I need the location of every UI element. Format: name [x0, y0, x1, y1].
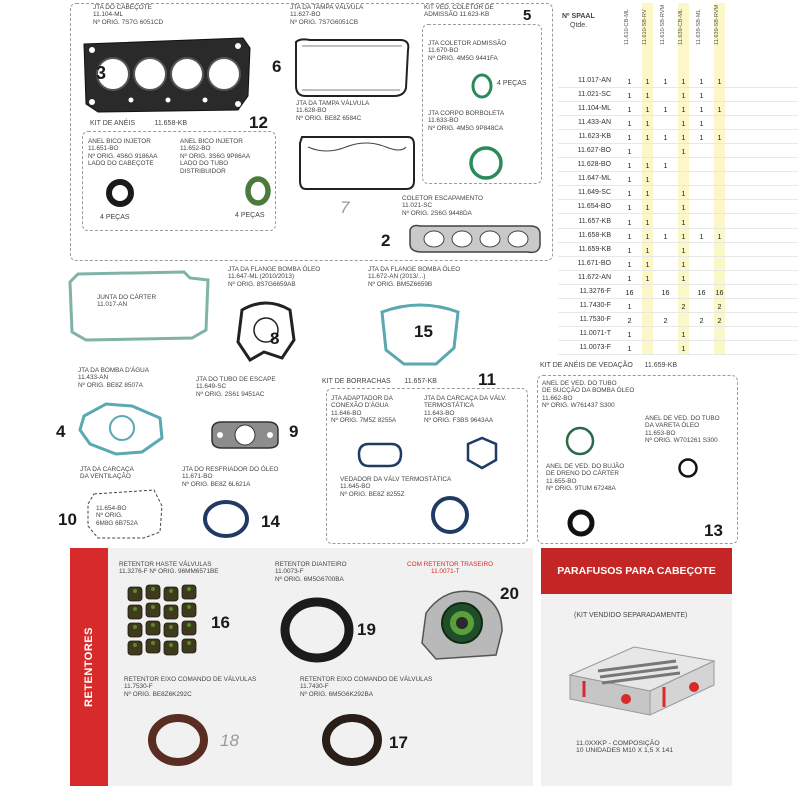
coletor-admissao-image	[470, 72, 494, 100]
resfriador-image	[200, 497, 252, 541]
parafusos-title: PARAFUSOS PARA CABEÇOTE	[541, 548, 732, 594]
table-cell: 1	[717, 133, 722, 143]
table-cell: 1	[681, 147, 686, 157]
table-cell: 1	[717, 105, 722, 115]
vedador-valv-image	[428, 493, 472, 537]
ret-haste-number: 16	[211, 613, 230, 632]
cabecote-label: JTA DO CABEÇOTE 11.104-ML Nº ORIG. 7S7G 6051CD	[93, 4, 164, 26]
table-column-header: 11.639-CB-ML	[678, 9, 684, 45]
ret-eixo2-image	[320, 712, 384, 768]
bomba-agua-number: 4	[56, 422, 66, 441]
carcaca-ventilacao-number: 10	[58, 510, 77, 529]
resfriador-number: 14	[261, 512, 280, 531]
table-row-code: 11.104-ML	[578, 105, 611, 113]
table-row-code: 11.654-BO	[577, 203, 611, 211]
table-cell: 1	[645, 133, 650, 143]
table-cell: 1	[627, 161, 632, 171]
table-cell: 16	[661, 287, 670, 297]
table-cell: 1	[699, 133, 704, 143]
table-row-code: 11.628-BO	[577, 161, 611, 169]
table-cell: 1	[627, 259, 632, 269]
retentores-side-label: RETENTORES	[83, 627, 96, 707]
table-cell: 1	[645, 91, 650, 101]
anel-bujao-label: ANEL DE VED. DO BUJÃO DE DRENO DO CÁRTER 11.655-BO Nº ORIG. 9TUM 67248A	[546, 463, 625, 493]
tampa1-label: JTA DA TAMPA VÁLVULA 11.627-BO Nº ORIG. 7S7G6051CB	[290, 4, 364, 26]
table-cell: 1	[627, 203, 632, 213]
table-cell: 1	[645, 203, 650, 213]
table-row-divider	[558, 284, 798, 285]
table-cell: 1	[663, 105, 668, 115]
ret-traseiro-image	[416, 583, 508, 663]
tampa1-number: 6	[272, 57, 282, 76]
tampa2-gasket-image	[296, 133, 418, 193]
ret-dianteiro-label: RETENTOR DIANTEIRO 11.0073-F Nº ORIG. 6M5G6700BA	[275, 561, 347, 583]
kit-aneis-label: KIT DE ANÉIS 11.658-KB	[90, 120, 188, 127]
table-row-code: 11.672-AN	[578, 273, 611, 281]
bomba-agua-image	[76, 398, 168, 460]
table-row-divider	[558, 312, 798, 313]
parafusos-note: (KIT VENDIDO SEPARADAMENTE)	[574, 612, 688, 619]
table-cell: 1	[627, 91, 632, 101]
table-row-divider	[558, 115, 798, 116]
table-row-code: 11.0071-T	[579, 329, 611, 337]
table-cell: 1	[663, 161, 668, 171]
anel-injetor1-pecas: 4 PEÇAS	[100, 214, 130, 221]
table-row-code: 11.3276-F	[579, 287, 611, 295]
table-cell: 1	[627, 245, 632, 255]
table-cell: 2	[663, 315, 668, 325]
table-cell: 2	[717, 301, 722, 311]
table-row-divider	[558, 298, 798, 299]
coletor-escape-number: 2	[381, 231, 391, 250]
table-row-divider	[558, 354, 798, 355]
flange2-label: JTA DA FLANGE BOMBA ÓLEO 11.672-AN (2013/...) Nº ORIG. BM5Z6659B	[368, 266, 461, 288]
table-cell: 1	[627, 147, 632, 157]
table-row-code: 11.657-KB	[578, 217, 611, 225]
table-cell: 1	[663, 231, 668, 241]
table-cell: 1	[681, 217, 686, 227]
table-cell: 1	[645, 161, 650, 171]
table-column-header: 11.639-SB-ML	[696, 9, 702, 45]
table-row-code: 11.7430-F	[579, 301, 611, 309]
ret-eixo1-image	[146, 712, 210, 768]
carcaca-valv-label: JTA DA CARCAÇA DA VÁLV. TERMOSTÁTICA 11.643-BO Nº ORIG. F3BS 9643AA	[424, 395, 507, 425]
flange2-number: 15	[414, 322, 433, 341]
application-table	[558, 3, 798, 355]
anel-bujao-image	[564, 506, 598, 540]
table-cell: 1	[699, 231, 704, 241]
table-row-code: 11.647-ML	[578, 175, 611, 183]
table-row-code: 11.433-AN	[578, 119, 611, 127]
table-cell: 1	[681, 273, 686, 283]
table-cell: 2	[699, 315, 704, 325]
anel-injetor2-image	[243, 175, 273, 207]
ret-eixo2-label: RETENTOR EIXO COMANDO DE VÁLVULAS 11.7430-F Nº ORIG. 6M5G6K292BA	[300, 676, 433, 698]
table-cell: 1	[627, 175, 632, 185]
ret-traseiro-number: 20	[500, 584, 519, 603]
table-row-code: 11.649-SC	[578, 189, 611, 197]
ret-eixo1-label: RETENTOR EIXO COMANDO DE VÁLVULAS 11.7530-F Nº ORIG. BE8Z6K292C	[124, 676, 257, 698]
ret-eixo1-number: 18	[220, 731, 239, 750]
anel-injetor1-label: ANEL BICO INJETOR 11.651-BO Nº ORIG. 4S6G 9186AA LADO DO CABEÇOTE	[88, 138, 158, 168]
table-cell: 1	[645, 175, 650, 185]
table-cell: 1	[627, 77, 632, 86]
tubo-escape-label: JTA DO TUBO DE ESCAPE 11.649-SC Nº ORIG. 2S61 9451AC	[196, 376, 276, 398]
tampa2-label: JTA DA TAMPA VÁLVULA 11.628-BO Nº ORIG. BE8Z 6584C	[296, 100, 370, 122]
anel-tubo-succao-label: ANEL DE VED. DO TUBO DE SUCÇÃO DA BOMBA ÓLEO 11.662-BO Nº ORIG. W761437 S300	[542, 380, 635, 410]
kit-aneis-vedacao-label: KIT DE ANÉIS DE VEDAÇÃO 11.659-KB	[540, 362, 678, 369]
table-cell: 1	[627, 133, 632, 143]
table-column-header: 11.639-SB-RVM	[714, 4, 720, 45]
cabecote-number: 3	[96, 63, 107, 83]
adaptador-label: JTA ADAPTADOR DA CONEXÃO D'ÁGUA 11.646-BO Nº ORIG. 7M5Z 8255A	[331, 395, 397, 425]
table-cell: 1	[627, 329, 632, 339]
anel-vareta-label: ANEL DE VED. DO TUBO DA VARETA ÓLEO 11.653-BO Nº ORIG. W701261 S300	[645, 415, 720, 445]
tubo-escape-image	[208, 416, 282, 454]
table-cell: 1	[663, 77, 668, 86]
table-cell: 1	[663, 133, 668, 143]
coletor-escape-image	[406, 222, 544, 256]
table-cell: 1	[627, 343, 632, 353]
table-column-header: 11.610-SB-RVM	[660, 4, 666, 45]
ret-eixo2-number: 17	[389, 733, 408, 752]
ret-dianteiro-number: 19	[357, 620, 376, 639]
table-cell: 16	[625, 287, 634, 297]
table-cell: 1	[627, 217, 632, 227]
table-row-code: 11.659-KB	[578, 245, 611, 253]
table-row-divider	[558, 199, 798, 200]
coletor-escape-label: COLETOR ESCAPAMENTO 11.021-SC Nº ORIG. 2S6G 9448DA	[402, 195, 483, 217]
vedador-valv-label: VEDADOR DA VÁLV TERMOSTÁTICA 11.645-BO Nº ORIG. BE8Z 8255Z	[340, 476, 452, 498]
table-row-code: 11.623-KB	[578, 133, 611, 141]
table-row-code: 11.658-KB	[578, 231, 611, 239]
table-cell: 1	[681, 105, 686, 115]
table-cell: 1	[645, 77, 650, 86]
table-row-divider	[558, 143, 798, 144]
corpo-borboleta-label: JTA CORPO BORBOLETA 11.633-BO Nº ORIG. 4M5G 9P848CA	[428, 110, 505, 132]
table-row-divider	[558, 101, 798, 102]
table-cell: 1	[681, 77, 686, 86]
kit-aneis-vedacao-number: 13	[704, 521, 723, 540]
ret-traseiro-label: COM RETENTOR TRASEIRO 11.0071-T	[407, 561, 494, 576]
table-cell: 1	[681, 119, 686, 129]
carcaca-ventilacao-inner: 11.654-BO Nº ORIG. 6M8G 6B752A	[96, 505, 138, 527]
kit-borrachas-label: KIT DE BORRACHAS 11.657-KB	[322, 378, 437, 385]
table-row-code: 11.017-AN	[578, 77, 611, 84]
carter-label: JUNTA DO CÁRTER 11.017-AN	[97, 294, 157, 309]
ret-haste-image	[124, 583, 206, 661]
coletor-admissao-kit-label: KIT VED. COLETOR DE ADMISSÃO 11.623-KB	[424, 4, 494, 19]
flange1-number: 8	[270, 329, 280, 348]
table-cell: 1	[717, 231, 722, 241]
table-column-header: 11.610-SB-RV	[642, 9, 648, 45]
table-cell: 1	[681, 203, 686, 213]
table-row-code: 11.7530-F	[579, 315, 611, 323]
parafusos-code: 11.0XXKP - COMPOSIÇÃO 10 UNIDADES M10 X 1,5 X 141	[576, 740, 674, 755]
flange1-gasket-image	[234, 300, 298, 364]
ret-dianteiro-image	[280, 597, 354, 663]
anel-vareta-image	[676, 456, 700, 480]
resfriador-label: JTA DO RESFRIADOR DO ÓLEO 11.671-BO Nº ORIG. BE8Z 6L621A	[182, 466, 279, 488]
table-row-divider	[558, 228, 798, 229]
table-row-code: 11.627-BO	[577, 147, 611, 155]
table-row-divider	[558, 213, 798, 214]
table-row-divider	[558, 157, 798, 158]
table-cell: 1	[681, 133, 686, 143]
table-cell: 1	[627, 189, 632, 199]
table-row-divider	[558, 242, 798, 243]
carter-gasket-image	[66, 268, 212, 344]
table-cell: 1	[699, 91, 704, 101]
table-cell: 1	[681, 91, 686, 101]
table-header-title: Nº SPAAL	[562, 13, 595, 20]
coletor-admissao-kit-number: 5	[523, 7, 532, 24]
table-row-code: 11.671-BO	[577, 259, 611, 267]
table-cell: 1	[699, 105, 704, 115]
coletor-admissao-pecas: 4 PEÇAS	[497, 80, 527, 87]
table-cell: 1	[717, 77, 722, 86]
table-cell: 1	[645, 217, 650, 227]
table-cell: 2	[681, 301, 686, 311]
kit-borrachas-number: 11	[478, 370, 496, 389]
bomba-agua-label: JTA DA BOMBA D'ÁGUA 11.433-AN Nº ORIG. BE8Z 8507A	[78, 367, 150, 389]
table-cell: 1	[627, 119, 632, 129]
tampa1-gasket-image	[290, 36, 414, 100]
table-cell: 1	[699, 119, 704, 129]
table-cell: 1	[681, 189, 686, 199]
table-cell: 1	[627, 273, 632, 283]
table-cell: 1	[627, 231, 632, 241]
table-column-header: 11.610-CB-ML	[624, 9, 630, 45]
table-row-divider	[558, 270, 798, 271]
tubo-escape-number: 9	[289, 422, 299, 441]
table-cell: 16	[697, 287, 706, 297]
anel-injetor2-pecas: 4 PEÇAS	[235, 212, 265, 219]
table-cell: 1	[627, 105, 632, 115]
table-cell: 1	[645, 231, 650, 241]
table-row-divider	[558, 171, 798, 172]
table-cell: 2	[717, 315, 722, 325]
table-cell: 1	[645, 189, 650, 199]
carcaca-ventilacao-label: JTA DA CARCAÇA DA VENTILAÇÃO	[80, 466, 134, 481]
parafusos-kit-image	[564, 635, 719, 720]
table-row-divider	[558, 87, 798, 88]
table-cell: 1	[681, 259, 686, 269]
table-row-divider	[558, 340, 798, 341]
table-row-code: 11.0073-F	[579, 343, 611, 351]
table-cell: 16	[715, 287, 724, 297]
anel-injetor1-image	[105, 178, 135, 208]
table-cell: 1	[645, 273, 650, 283]
table-cell: 1	[645, 105, 650, 115]
table-cell: 1	[645, 259, 650, 269]
table-header-sub: Qtde.	[570, 22, 588, 29]
flange1-label: JTA DA FLANGE BOMBA ÓLEO 11.647-ML (2010/2013) Nº ORIG. 8S7G6659AB	[228, 266, 321, 288]
table-cell: 1	[699, 77, 704, 86]
table-cell: 1	[645, 119, 650, 129]
table-row-divider	[558, 185, 798, 186]
corpo-borboleta-image	[466, 143, 506, 183]
table-cell: 1	[681, 231, 686, 241]
table-cell: 1	[681, 245, 686, 255]
table-cell: 1	[645, 245, 650, 255]
carcaca-valv-image	[462, 434, 502, 472]
table-cell: 1	[681, 329, 686, 339]
table-row-divider	[558, 326, 798, 327]
kit-aneis-number: 12	[249, 113, 268, 132]
table-row-code: 11.021-SC	[578, 91, 611, 99]
anel-injetor2-label: ANEL BICO INJETOR 11.652-BO Nº ORIG. 3S6G 9P86AA LADO DO TUBO DISTRIBUIDOR	[180, 138, 251, 175]
table-row-divider	[558, 256, 798, 257]
table-row-divider	[558, 129, 798, 130]
adaptador-image	[353, 440, 405, 470]
table-cell: 1	[627, 301, 632, 311]
table-cell: 2	[627, 315, 632, 325]
anel-tubo-succao-image	[563, 424, 597, 458]
tampa2-number: 7	[340, 198, 350, 217]
table-cell: 1	[681, 343, 686, 353]
coletor-admissao-label: JTA COLETOR ADMISSÃO 11.670-BO Nº ORIG. 4M5G 9441FA	[428, 40, 507, 62]
ret-haste-label: RETENTOR HASTE VÁLVULAS 11.3276-F Nº ORIG. 96MM6571BE	[119, 561, 219, 576]
